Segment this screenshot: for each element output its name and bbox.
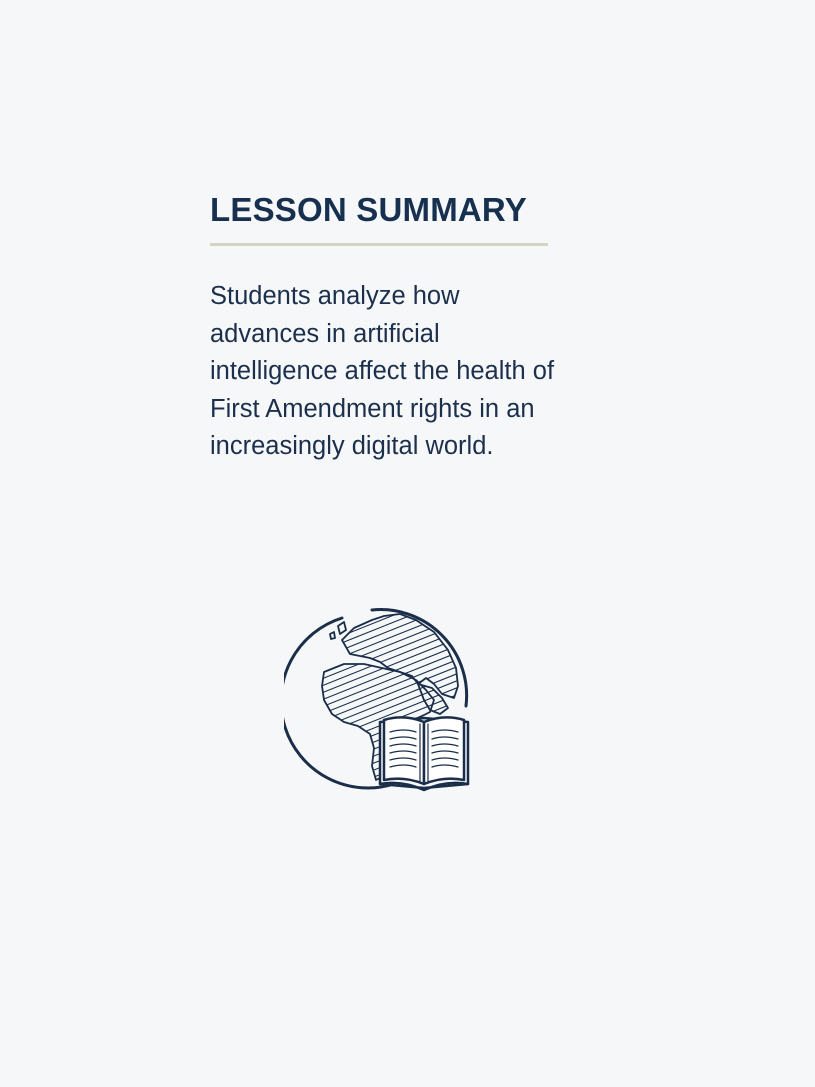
lesson-summary-text: Students analyze how advances in artificial intelligence affect the health of First Amendment rights in an increasingly digital world. [210,282,555,460]
globe-with-open-book-icon [284,598,474,798]
lesson-summary-section [210,190,555,466]
lesson-summary-heading: LESSON SUMMARY [210,191,527,228]
heading-divider [210,243,548,246]
